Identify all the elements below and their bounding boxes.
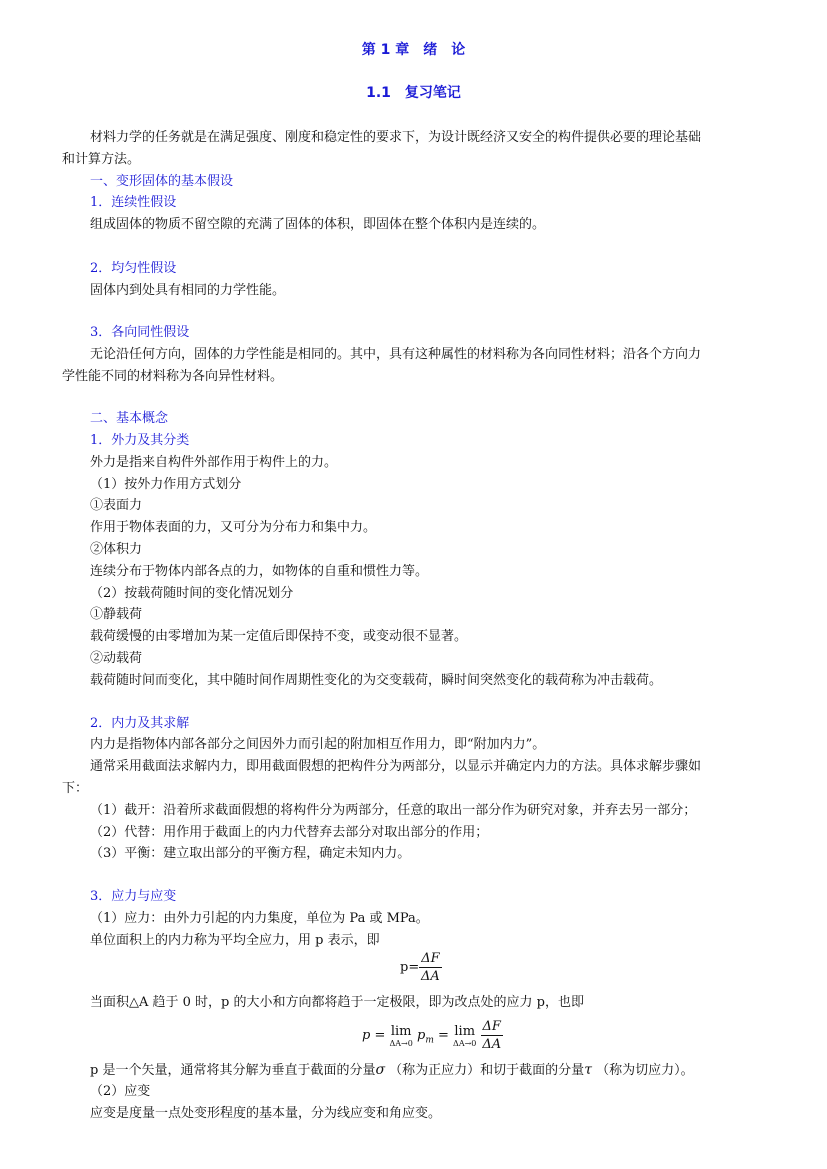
para-by-action-mode: （1）按外力作用方式划分 xyxy=(90,477,242,492)
step-balance: （3）平衡：建立取出部分的平衡方程，确定未知内力。 xyxy=(90,846,411,861)
eq2-lim-sub-2: ΔA→0 xyxy=(453,1038,477,1048)
para-stress-components xyxy=(90,1062,694,1079)
heading-isotropy: 3．各向同性假设 xyxy=(90,325,190,340)
eq2-limit-2 xyxy=(453,1024,476,1048)
intro-line-1: 材料力学的任务就是在满足强度、刚度和稳定性的要求下，为设计既经济又安全的构件提供必要的理论基础 xyxy=(90,130,702,145)
eq1-numerator: ΔF xyxy=(421,951,440,966)
eq2-equals-2: = xyxy=(433,1028,454,1043)
heading-stress-strain: 3．应力与应变 xyxy=(90,889,177,904)
sigma-symbol: σ xyxy=(375,1062,386,1078)
para-isotropy-1: 无论沿任何方向，固体的力学性能是相同的。其中，具有这种属性的材料称为各向同性材料；沿各个方向力 xyxy=(90,347,702,362)
para-strain-desc: 应变是度量一点处变形程度的基本量，分为线应变和角应变。 xyxy=(90,1106,442,1121)
heading-continuity: 1．连续性假设 xyxy=(90,195,177,210)
eq2-pm-sub: m xyxy=(425,1035,434,1046)
para-dynamic-load-desc: 载荷随时间而变化，其中随时间作周期性变化的为交变载荷，瞬时间突然变化的载荷称为冲击载荷。 xyxy=(90,673,663,688)
equation-limit-stress xyxy=(362,1018,503,1059)
eq2-fraction xyxy=(481,1018,503,1053)
heading-internal-force: 2．内力及其求解 xyxy=(90,716,190,731)
para-stress: （1）应力：由外力引起的内力集度，单位为 Pa 或 MPa。 xyxy=(90,911,429,926)
para-external-force: 外力是指来自构件外部作用于构件上的力。 xyxy=(90,455,338,470)
step-cut: （1）截开：沿着所求截面假想的将构件分为两部分，任意的取出一部分作为研究对象，并弃去另一部分； xyxy=(90,803,697,818)
para-average-stress: 单位面积上的内力称为平均全应力，用 p 表示，即 xyxy=(90,933,380,948)
para-strain: （2）应变 xyxy=(90,1084,151,1099)
eq2-pm: p xyxy=(417,1028,426,1043)
eq2-lim-sub-1: ΔA→0 xyxy=(389,1038,413,1048)
section-title: 1.1 复习笔记 xyxy=(366,85,461,101)
para-stress-components-3: （称为切应力）。 xyxy=(596,1063,694,1078)
eq2-lim-word-2: lim xyxy=(454,1023,476,1039)
eq2-limit-1 xyxy=(390,1024,413,1048)
chapter-title: 第 1 章 绪 论 xyxy=(361,42,466,58)
step-replace: （2）代替：用作用于截面上的内力代替弃去部分对取出部分的作用； xyxy=(90,825,489,840)
eq2-denominator: ΔA xyxy=(482,1037,502,1052)
para-static-load: ①静载荷 xyxy=(90,607,143,622)
para-isotropy-2: 学性能不同的材料称为各向异性材料。 xyxy=(62,369,284,384)
equation-average-stress xyxy=(400,950,442,986)
eq2-numerator: ΔF xyxy=(482,1019,501,1034)
para-stress-components-2: （称为正应力）和切于截面的分量 xyxy=(389,1063,585,1078)
para-surface-force: ①表面力 xyxy=(90,498,143,513)
heading-external-force: 1．外力及其分类 xyxy=(90,433,190,448)
eq2-equals-1: = xyxy=(370,1028,390,1043)
para-section-method-1: 通常采用截面法求解内力，即用截面假想的把构件分为两部分，以显示并确定内力的方法。具体求解步骤如 xyxy=(90,759,702,774)
para-body-force: ②体积力 xyxy=(90,542,143,557)
para-stress-components-1: p 是一个矢量，通常将其分解为垂直于截面的分量 xyxy=(90,1063,376,1078)
tau-symbol: τ xyxy=(584,1062,592,1078)
para-surface-force-desc: 作用于物体表面的力，又可分为分布力和集中力。 xyxy=(90,520,377,535)
para-body-force-desc: 连续分布于物体内部各点的力，如物体的自重和惯性力等。 xyxy=(90,564,429,579)
para-dynamic-load: ②动载荷 xyxy=(90,651,143,666)
heading-basic-concepts: 二、基本概念 xyxy=(90,411,169,426)
para-limit-stress: 当面积△A 趋于 0 时，p 的大小和方向都将趋于一定极限，即为改点处的应力 p，也即 xyxy=(90,995,584,1010)
para-section-method-2: 下： xyxy=(62,781,89,796)
eq2-lim-word-1: lim xyxy=(390,1023,412,1039)
para-static-load-desc: 载荷缓慢的由零增加为某一定值后即保持不变，或变动很不显著。 xyxy=(90,629,468,644)
eq1-fraction xyxy=(419,950,441,985)
heading-homogeneity: 2．均匀性假设 xyxy=(90,261,177,276)
eq1-lhs: p= xyxy=(400,960,420,975)
para-continuity: 组成固体的物质不留空隙的充满了固体的体积，即固体在整个体积内是连续的。 xyxy=(90,217,546,232)
para-by-time: （2）按载荷随时间的变化情况划分 xyxy=(90,586,294,601)
para-homogeneity: 固体内到处具有相同的力学性能。 xyxy=(90,283,286,298)
eq2-p: p xyxy=(362,1028,371,1043)
heading-basic-assumptions: 一、变形固体的基本假设 xyxy=(90,174,234,189)
para-internal-force: 内力是指物体内部各部分之间因外力而引起的附加相互作用力，即“附加内力”。 xyxy=(90,737,546,752)
eq1-denominator: ΔA xyxy=(421,969,440,984)
intro-line-2: 和计算方法。 xyxy=(62,152,141,167)
